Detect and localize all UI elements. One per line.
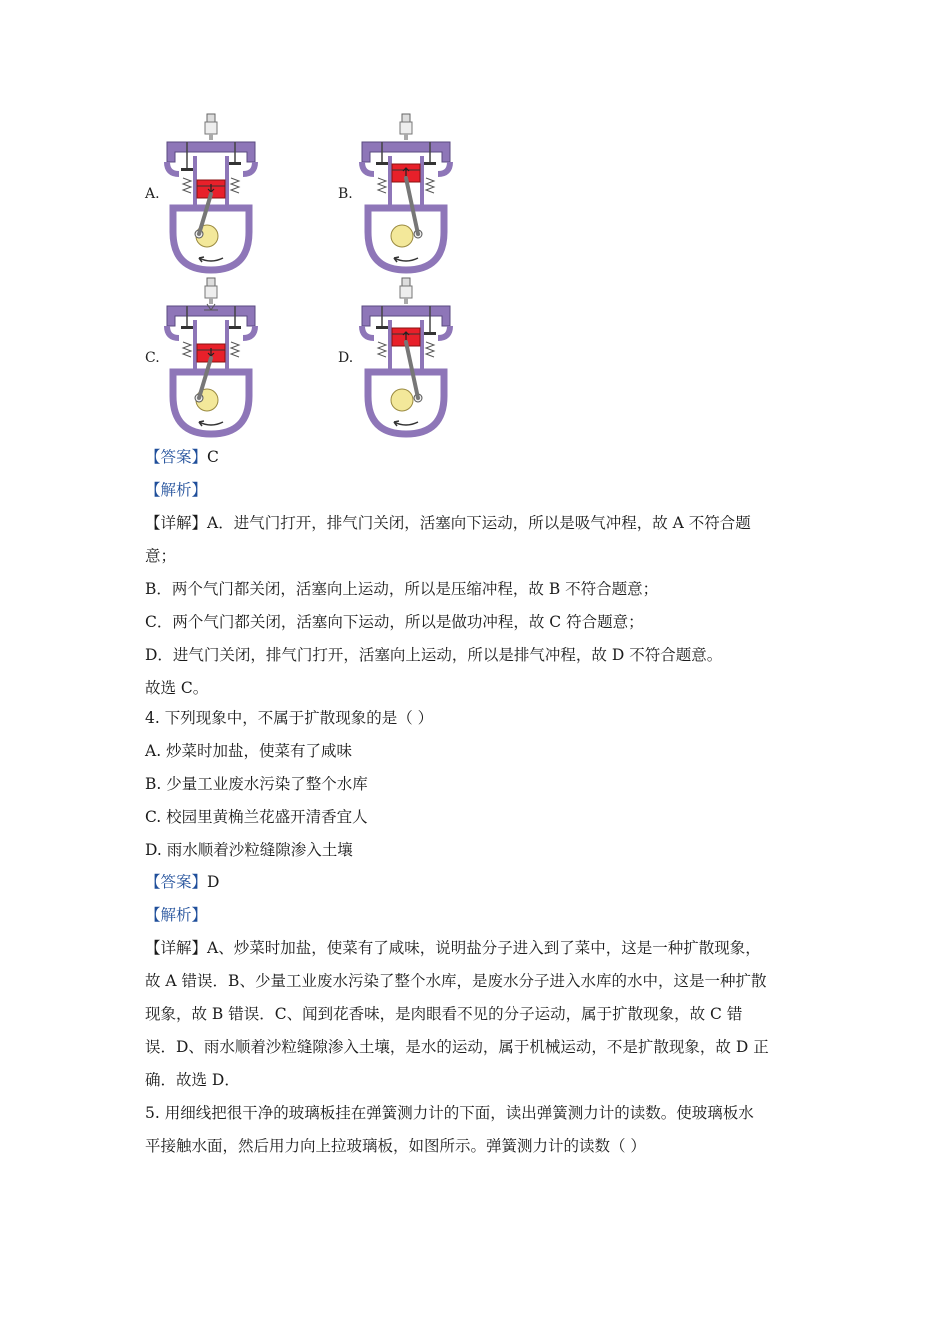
q3-conclusion: 故选 C。 [145, 679, 209, 697]
option-b-label: B. [338, 186, 353, 202]
q3-detail-line: 意； [145, 547, 177, 565]
q3-analysis-line [145, 479, 825, 501]
q5-stem-line: 5. 用细线把很干净的玻璃板挂在弹簧测力计的下面，读出弹簧测力计的读数。使玻璃板水 [145, 1104, 754, 1122]
q4-stem: 4. 下列现象中，不属于扩散现象的是（ ） [145, 709, 434, 727]
answer-value: D [207, 873, 220, 891]
q3-detail-line [145, 512, 825, 534]
q4-answer-line [145, 871, 825, 893]
answer-tag: 【答案】 [145, 448, 208, 466]
option-c-label: C. [145, 350, 160, 366]
detail-text: A．进气门打开，排气门关闭，活塞向下运动，所以是吸气冲程，故 A 不符合题 [207, 514, 751, 532]
answer-tag: 【答案】 [145, 873, 208, 891]
q3-detail-line: C．两个气门都关闭，活塞向下运动，所以是做功冲程，故 C 符合题意； [145, 613, 644, 631]
answer-value: C [207, 448, 219, 466]
q4-option-d: D. 雨水顺着沙粒缝隙渗入土壤 [145, 841, 353, 859]
q3-detail-line: B．两个气门都关闭，活塞向上运动，所以是压缩冲程，故 B 不符合题意； [145, 580, 659, 598]
detail-tag: 【详解】 [145, 514, 208, 532]
engine-option-c [163, 276, 259, 438]
engine-option-b [358, 112, 454, 274]
q4-option-a: A. 炒菜时加盐，使菜有了咸味 [145, 742, 353, 760]
analysis-tag: 【解析】 [145, 481, 208, 499]
engine-option-a [163, 112, 259, 274]
q4-detail-line: 确．故选 D． [145, 1071, 240, 1089]
option-a-label: A. [145, 186, 160, 202]
q4-detail-line: 故 A 错误．B、少量工业废水污染了整个水库，是废水分子进入水库的水中，这是一种扩散 [145, 972, 767, 990]
q4-option-b: B. 少量工业废水污染了整个水库 [145, 775, 368, 793]
engine-option-d [358, 276, 454, 438]
analysis-tag: 【解析】 [145, 906, 208, 924]
q3-detail-line: D．进气门关闭，排气门打开，活塞向上运动，所以是排气冲程，故 D 不符合题意。 [145, 646, 723, 664]
detail-tag: 【详解】 [145, 939, 208, 957]
q3-answer-line [145, 446, 825, 468]
q4-detail-line [145, 937, 825, 959]
option-d-label: D. [338, 350, 354, 366]
detail-text: A、炒菜时加盐，使菜有了咸味，说明盐分子进入到了菜中，这是一种扩散现象， [207, 939, 761, 957]
q4-option-c: C. 校园里黄桷兰花盛开清香宜人 [145, 808, 368, 826]
q4-analysis-line [145, 904, 825, 926]
q4-detail-line: 误．D、雨水顺着沙粒缝隙渗入土壤，是水的运动，属于机械运动，不是扩散现象，故 D 正 [145, 1038, 769, 1056]
q4-detail-line: 现象，故 B 错误．C、闻到花香味，是肉眼看不见的分子运动，属于扩散现象，故 C 错 [145, 1005, 743, 1023]
q5-stem-line: 平接触水面，然后用力向上拉玻璃板，如图所示。弹簧测力计的读数（ ） [145, 1137, 646, 1155]
